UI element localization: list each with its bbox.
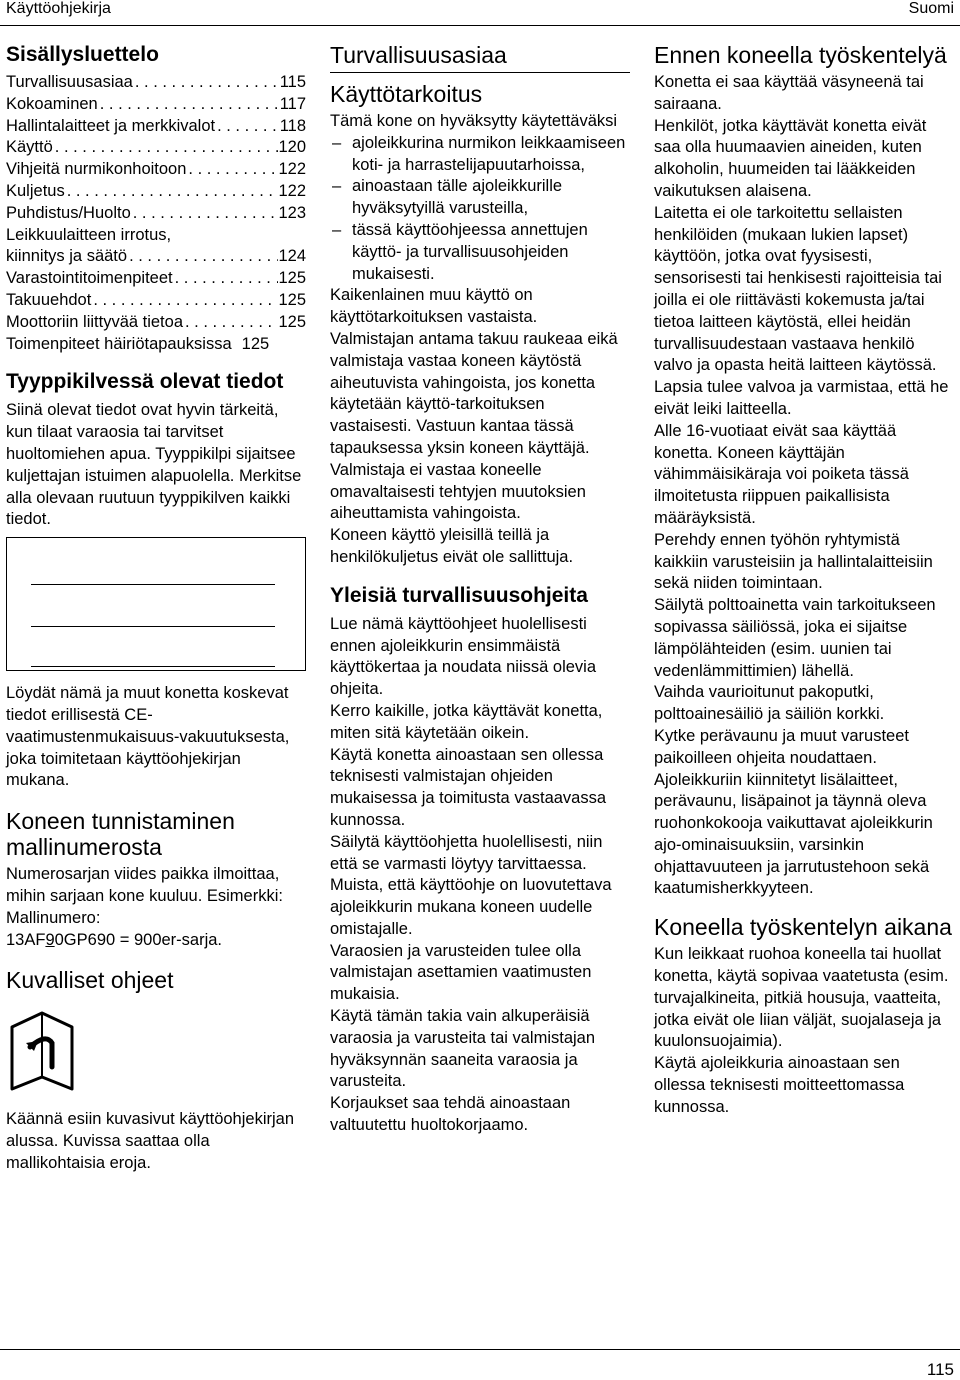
toc-entry[interactable]: Varastointitoimenpiteet . . . 125 bbox=[6, 268, 306, 290]
paragraph: Valmistaja ei vastaa koneelle omavaltaisesti tehtyjen muutoksien aiheuttamista vahingoista. bbox=[330, 460, 586, 523]
paragraph: Lapsia tulee valvoa ja varmistaa, että he eivät leiki laitteella. bbox=[654, 378, 949, 418]
toc-entry[interactable]: Moottoriin liittyvää tietoa . . . 125 bbox=[6, 312, 306, 334]
paragraph: Kytke perävaunu ja muut varusteet paikoilleen ohjeita noudattaen. bbox=[654, 726, 909, 767]
header-language: Suomi bbox=[908, 0, 954, 17]
title-divider bbox=[330, 72, 630, 73]
model-number-example: 13AF90GP690 = 900er-sarja. bbox=[6, 930, 223, 949]
column-middle bbox=[330, 42, 630, 1137]
ce-declaration-text: Löydät nämä ja muut konetta koskevat tiedot erillisestä CE-vaatimustenmukaisuus-vakuutuksesta, joka toimitetaan käyttöohjekirjan mukana. bbox=[6, 684, 290, 790]
model-id-heading: Koneen tunnistaminen mallinumerosta bbox=[6, 808, 235, 861]
toc-list bbox=[6, 72, 306, 355]
toc-entry[interactable]: Puhdistus/Huolto . . . 123 bbox=[6, 203, 306, 225]
paragraph: Kun leikkaat ruohoa koneella tai huollat konetta, käytä sopivaa vaatetusta (esim. turvajalkineita, pitkiä housuja, vaatteita, jotka eivät ole liian väljät, suojalaseja ja kuulonsuojaimia). bbox=[654, 945, 949, 1051]
toc-page: 123 bbox=[278, 203, 306, 222]
column-right bbox=[654, 42, 954, 1119]
toc-page: 124 bbox=[278, 247, 306, 266]
safety-title: Turvallisuusasiaa bbox=[330, 42, 507, 68]
paragraph: Käytä tämän takia vain alkuperäisiä varaosia ja varusteita tai valmistajan hyväksynnän saaneita varaosia ja varusteita. bbox=[330, 1007, 596, 1091]
list-item: – ainoastaan tälle ajoleikkurille hyväksytyillä varusteilla, bbox=[330, 176, 630, 220]
type-plate-text: Siinä olevat tiedot ovat hyvin tärkeitä, kun tilaat varaosia tai tarvitset huoltomiehen apua. Tyyppikilpi sijaitsee kuljettajan istuimen alapuolella. Merkitse alla olevaan ruutuun tyyppikilven kaikki tiedot. bbox=[6, 401, 302, 529]
model-number-label: Mallinumero: bbox=[6, 908, 101, 927]
picture-instructions-heading: Kuvalliset ohjeet bbox=[6, 967, 174, 994]
paragraph: Korjaukset saa tehdä ainoastaan valtuutettu huoltokorjaamo. bbox=[330, 1094, 571, 1135]
paragraph: Henkilöt, jotka käyttävät konetta eivät saa olla huumaavien aineiden, kuten alkoholin, huumeiden tai lääkkeiden vaikutuksen alaisena. bbox=[654, 116, 927, 200]
paragraph: Ajoleikkuriin kiinnitetyt lisälaitteet, perävaunu, lisäpainot ja täynnä oleva ruohonkokooja vaikuttavat ajoleikkurin ajo-ominaisuuksiin, varsinkin ohjattavuuteen ja jarrutustehoon sekä kaatumisherkkyyteen. bbox=[654, 770, 933, 898]
toc-entry[interactable]: Leikkuulaitteen irrotus, kiinnitys ja säätö . . . 124 bbox=[6, 225, 306, 269]
header-title: Käyttöohjekirja bbox=[6, 0, 111, 17]
list-item: – tässä käyttöohjeessa annettujen käyttö- ja turvallisuusohjeiden mukaisesti. bbox=[330, 220, 630, 285]
paragraph: Kaikenlainen muu käyttö on käyttötarkoituksen vastaista. bbox=[330, 286, 538, 327]
type-plate-box bbox=[6, 537, 306, 671]
toc-page: 125 bbox=[278, 290, 306, 309]
toc-entry[interactable]: Kuljetus . . . 122 bbox=[6, 181, 306, 203]
purpose-heading: Käyttötarkoitus bbox=[330, 81, 483, 107]
toc-page: 122 bbox=[278, 181, 306, 200]
type-plate-line bbox=[31, 626, 275, 627]
paragraph: Lue nämä käyttöohjeet huolellisesti ennen ajoleikkurin ensimmäistä käyttökertaa ja noudata niissä olevia ohjeita. bbox=[330, 614, 596, 699]
general-safety-heading: Yleisiä turvallisuusohjeita bbox=[330, 583, 588, 607]
toc-page: 122 bbox=[278, 160, 306, 179]
page-number: 115 bbox=[926, 1360, 954, 1379]
toc-page: 118 bbox=[279, 116, 306, 135]
before-work-heading: Ennen koneella työskentelyä bbox=[654, 42, 947, 68]
toc-entry[interactable]: Turvallisuusasiaa . . . 115 bbox=[6, 72, 306, 94]
type-plate-line bbox=[31, 666, 275, 667]
open-book-page-turn-icon bbox=[8, 1007, 78, 1095]
toc-page: 125 bbox=[241, 334, 270, 353]
toc-entry[interactable]: Kokoaminen . . . 117 bbox=[6, 94, 306, 116]
type-plate-line bbox=[31, 584, 275, 585]
toc-label-line: Leikkuulaitteen irrotus, bbox=[6, 225, 172, 244]
toc-entry[interactable]: Hallintalaitteet ja merkkivalot . . . 118 bbox=[6, 116, 306, 138]
toc-entry[interactable]: Käyttö . . . 120 bbox=[6, 137, 306, 159]
toc-entry[interactable]: Toimenpiteet häiriötapauksissa 125 bbox=[6, 334, 306, 356]
paragraph: Laitetta ei ole tarkoitettu sellaisten henkilöiden (mukaan lukien lapset) käyttöön, jotka ovat fyysisesti, sensorisesti tai henkisesti rajoitteisia tai joilla ei ole riittävästi kokemusta ja/tai tietoa laitteen käytöstä, ellei heidän turvallisuudestaan vastaava henkilö valvo ja opasta heitä laitteen käytössä. bbox=[654, 203, 942, 375]
footer-divider bbox=[0, 1349, 960, 1350]
paragraph: Käytä konetta ainoastaan sen ollessa teknisesti valmistajan ohjeiden mukaisessa ja toimitusta vastaavassa kunnossa. bbox=[330, 745, 607, 829]
column-left bbox=[6, 42, 306, 1175]
toc-page: 125 bbox=[278, 312, 306, 331]
paragraph: Perehdy ennen työhön ryhtymistä kaikkiin varusteisiin ja hallintalaitteisiin sekä niiden toimintaan. bbox=[654, 530, 933, 593]
during-work-heading: Koneella työskentelyn aikana bbox=[654, 914, 952, 941]
model-id-text: Numerosarjan viides paikka ilmoittaa, mihin sarjaan kone kuuluu. Esimerkki: bbox=[6, 865, 283, 905]
purpose-list bbox=[330, 133, 630, 286]
paragraph: Säilytä käyttöohjetta huolellisesti, niin että se varmasti löytyy tarvittaessa. Muista, että käyttöohje on luovutettava ajoleikkurin mukana koneen uudelle omistajalle. bbox=[330, 832, 612, 938]
paragraph: Konetta ei saa käyttää väsyneenä tai sairaana. bbox=[654, 73, 924, 113]
toc-page: 117 bbox=[279, 94, 306, 113]
purpose-intro: Tämä kone on hyväksytty käytettäväksi bbox=[330, 112, 618, 130]
toc-entry[interactable]: Vihjeitä nurmikonhoitoon . . . 122 bbox=[6, 159, 306, 181]
list-item: – ajoleikkurina nurmikon leikkaamiseen koti- ja harrastelijapuutarhoissa, bbox=[330, 133, 630, 177]
paragraph: Koneen käyttö yleisillä teillä ja henkilökuljetus eivät ole sallittuja. bbox=[330, 526, 574, 566]
toc-entry[interactable]: Takuuehdot . . . 125 bbox=[6, 290, 306, 312]
toc-page: 120 bbox=[278, 138, 306, 157]
paragraph: Kerro kaikille, jotka käyttävät konetta, miten sitä käytetään oikein. bbox=[330, 701, 603, 742]
type-plate-heading: Tyyppikilvessä olevat tiedot bbox=[6, 370, 284, 394]
header-divider bbox=[0, 25, 960, 26]
paragraph: Valmistajan antama takuu raukeaa eikä valmistaja vastaa koneen käytöstä aiheutuvista vahingoista, jos konetta käytetään käyttö-tarkoituksen vastaisesti. Vastuun kantaa tässä tapauksessa yksin koneen käyttäjä. bbox=[330, 329, 618, 457]
paragraph: Varaosien ja varusteiden tulee olla valmistajan asettamien vaatimusten mukaisia. bbox=[330, 941, 592, 1004]
paragraph: Vaihda vaurioitunut pakoputki, polttoainesäiliö ja säiliön korkki. bbox=[654, 683, 885, 724]
toc-page: 115 bbox=[279, 73, 306, 91]
toc-title: Sisällysluettelo bbox=[6, 43, 159, 66]
toc-page: 125 bbox=[278, 269, 306, 288]
paragraph: Alle 16-vuotiaat eivät saa käyttää konetta. Koneen käyttäjän vähimmäisikäraja voi poiketa tässä ilmoitetusta riippuen paikallisista määräyksistä. bbox=[654, 421, 909, 527]
model-series-digit: 9 bbox=[45, 930, 55, 949]
paragraph: Säilytä polttoainetta vain tarkoitukseen sopivassa säiliössä, joka ei sijaitse lämpölähteiden (esim. uunien tai vedenlämmittimien) lähellä. bbox=[654, 596, 936, 680]
picture-instructions-text: Käännä esiin kuvasivut käyttöohjekirjan alussa. Kuvissa saattaa olla mallikohtaisia eroja. bbox=[6, 1110, 295, 1172]
paragraph: Käytä ajoleikkuria ainoastaan sen ollessa teknisesti moitteettomassa kunnossa. bbox=[654, 1054, 905, 1116]
